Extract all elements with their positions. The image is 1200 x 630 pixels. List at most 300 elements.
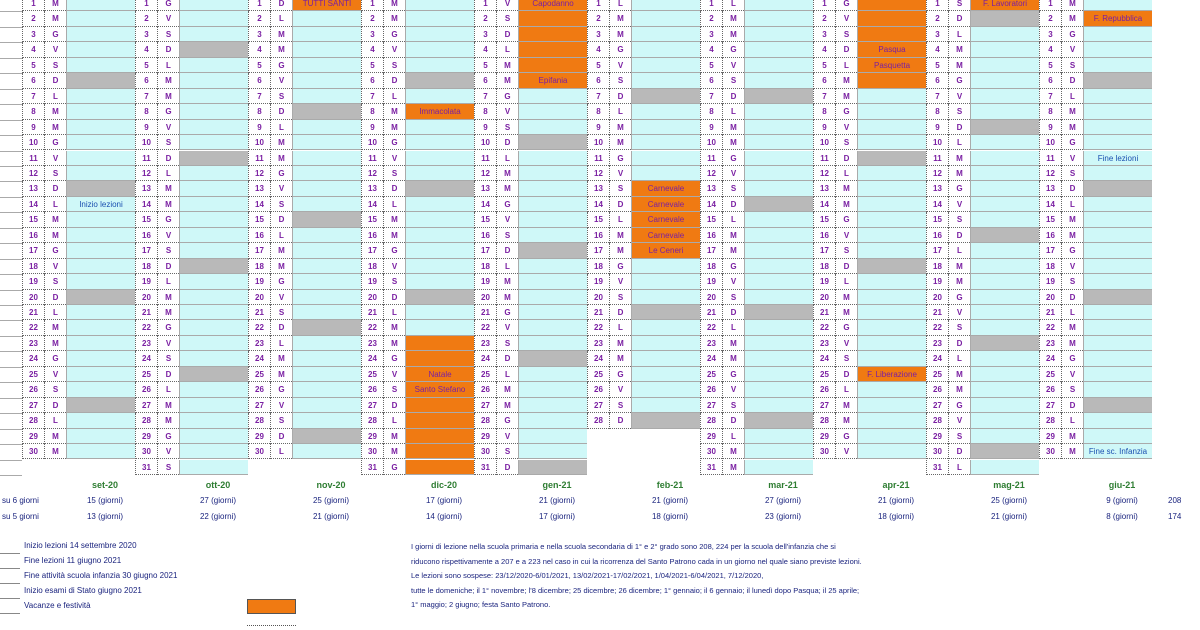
day-slot [518,259,587,274]
weekday-letter: G [722,259,744,274]
day-slot [405,320,474,335]
day-number: 29 [926,429,948,444]
weekday-letter: G [44,27,66,42]
day-number: 7 [813,89,835,104]
weekday-letter: D [1061,398,1083,413]
weekday-letter: G [270,274,292,289]
sunday-slot [857,151,926,166]
day-slot [970,135,1039,150]
weekday-letter: S [157,135,179,150]
day-number: 8 [361,104,383,119]
holiday-slot: Natale [405,367,474,382]
day-number: 31 [135,460,157,475]
day-slot [1083,104,1152,119]
sunday-slot [292,320,361,335]
day-slot [1083,0,1152,11]
weekday-letter: V [609,382,631,397]
sunday-slot [970,444,1039,459]
weekday-letter: D [948,120,970,135]
day-slot [744,243,813,258]
weekday-letter: S [835,135,857,150]
weekday-letter: G [44,243,66,258]
weekday-letter: L [1061,305,1083,320]
day-number: 7 [22,89,44,104]
day-number: 25 [248,367,270,382]
weekday-letter: G [1061,27,1083,42]
note-line-4: tutte le domeniche; il 1° novembre; l'8 dicembre; 25 dicembre; 26 dicembre; 1° gennaio; il 6 gennaio; il lunedì dopo Pasqua; il 25 aprile; [411,585,860,595]
day-slot [179,336,248,351]
grid-line [0,166,22,167]
day-slot [631,151,700,166]
day-number: 22 [926,320,948,335]
holiday-slot: F. Repubblica [1083,11,1152,26]
days-five: 18 (giorni) [877,512,914,521]
sunday-slot [405,73,474,88]
legend-item-holidays: Vacanze e festività [24,601,91,610]
day-number: 26 [926,382,948,397]
day-slot [179,197,248,212]
weekday-letter: V [1061,42,1083,57]
day-slot [1083,120,1152,135]
day-slot [292,243,361,258]
weekday-letter: G [609,151,631,166]
weekday-letter: S [157,27,179,42]
day-number: 3 [135,27,157,42]
closure-slot [857,27,926,42]
weekday-letter: S [270,305,292,320]
weekday-letter: M [722,228,744,243]
day-slot [405,212,474,227]
day-number: 8 [587,104,609,119]
weekday-letter: S [157,351,179,366]
weekday-letter: G [835,104,857,119]
day-number: 19 [361,274,383,289]
weekday-letter: M [270,135,292,150]
day-number: 7 [587,89,609,104]
day-slot [744,11,813,26]
day-number: 28 [926,413,948,428]
day-slot [631,27,700,42]
day-slot [405,166,474,181]
note-line-2: riducono rispettivamente a 207 e a 223 nel caso in cui la ricorrenza del Santo Patrono cada in un giorno nel quale siano previste lezioni. [411,556,862,566]
day-number: 6 [135,73,157,88]
day-number: 27 [926,398,948,413]
day-number: 26 [135,382,157,397]
sunday-slot [1083,181,1152,196]
day-number: 27 [700,398,722,413]
day-number: 15 [1039,212,1061,227]
day-slot [66,382,135,397]
weekday-letter: M [383,228,405,243]
day-slot [179,181,248,196]
day-slot [66,444,135,459]
day-number: 10 [1039,135,1061,150]
days-five: 21 (giorni) [990,512,1027,521]
day-number: 3 [700,27,722,42]
weekday-letter: L [1061,197,1083,212]
day-slot [857,290,926,305]
grid-line [0,42,22,43]
day-number: 20 [700,290,722,305]
day-slot [744,367,813,382]
day-number: 4 [926,42,948,57]
day-number: 24 [248,351,270,366]
day-slot [631,398,700,413]
day-slot [405,135,474,150]
day-number: 6 [587,73,609,88]
day-number: 7 [700,89,722,104]
weekday-letter: S [722,398,744,413]
closure-slot [405,413,474,428]
sunday-slot [744,305,813,320]
day-slot [857,274,926,289]
day-number: 10 [587,135,609,150]
day-slot [66,243,135,258]
days-six: 25 (giorni) [990,496,1027,505]
day-number: 13 [474,181,496,196]
weekday-letter: S [383,58,405,73]
day-number: 6 [926,73,948,88]
days-six: 21 (giorni) [651,496,688,505]
day-number: 1 [587,0,609,11]
day-slot [744,0,813,11]
day-slot [518,413,587,428]
weekday-letter: V [496,0,518,11]
sunday-slot [66,290,135,305]
day-number: 23 [813,336,835,351]
day-slot [970,274,1039,289]
day-number: 20 [813,290,835,305]
day-slot [292,367,361,382]
weekday-letter: S [383,274,405,289]
day-number: 5 [474,58,496,73]
weekday-letter: S [948,104,970,119]
day-slot [292,181,361,196]
closure-slot [405,398,474,413]
day-slot [744,73,813,88]
weekday-letter: S [496,336,518,351]
weekday-letter: L [44,413,66,428]
day-number: 13 [700,181,722,196]
day-slot [179,429,248,444]
day-number: 15 [135,212,157,227]
event-slot: Inizio lezioni [66,197,135,212]
weekday-letter: V [44,367,66,382]
day-number: 11 [22,151,44,166]
day-slot [179,27,248,42]
sunday-slot [518,351,587,366]
closure-slot [405,460,474,475]
weekday-letter: G [157,104,179,119]
weekday-letter: S [609,290,631,305]
weekday-letter: G [157,0,179,11]
sunday-slot [179,259,248,274]
sunday-slot [631,305,700,320]
closure-slot [518,27,587,42]
weekday-letter: M [157,290,179,305]
day-slot [292,290,361,305]
holiday-slot: Carnevale [631,228,700,243]
day-number: 17 [361,243,383,258]
day-slot [405,274,474,289]
weekday-letter: G [609,259,631,274]
day-slot [518,398,587,413]
weekday-letter: M [1061,212,1083,227]
day-number: 23 [700,336,722,351]
days-six: 27 (giorni) [199,496,236,505]
grid-line [0,181,22,182]
holiday-slot: Capodanno [518,0,587,11]
day-number: 15 [813,212,835,227]
day-number: 12 [22,166,44,181]
weekday-letter: G [270,166,292,181]
weekday-letter: V [722,274,744,289]
grid-line [0,274,22,275]
closure-slot [405,351,474,366]
day-number: 6 [361,73,383,88]
sunday-slot [970,228,1039,243]
month-label: mar-21 [768,480,798,490]
weekday-letter: L [270,228,292,243]
weekday-letter: D [383,73,405,88]
day-number: 24 [587,351,609,366]
weekday-letter: D [157,151,179,166]
weekday-letter: G [835,212,857,227]
weekday-letter: V [835,444,857,459]
day-number: 28 [1039,413,1061,428]
weekday-letter: G [948,73,970,88]
day-number: 28 [248,413,270,428]
day-slot [1083,305,1152,320]
day-slot [970,181,1039,196]
day-number: 10 [700,135,722,150]
day-slot [631,0,700,11]
days-six: 27 (giorni) [764,496,801,505]
day-number: 5 [135,58,157,73]
day-number: 20 [135,290,157,305]
day-slot [857,228,926,243]
weekday-letter: D [835,259,857,274]
day-number: 16 [813,228,835,243]
sunday-slot [66,181,135,196]
day-slot [518,197,587,212]
day-slot [631,274,700,289]
sunday-slot [1083,73,1152,88]
weekday-letter: G [496,305,518,320]
weekday-letter: M [496,73,518,88]
holiday-slot: Immacolata [405,104,474,119]
day-number: 17 [248,243,270,258]
day-slot [857,166,926,181]
day-number: 17 [1039,243,1061,258]
day-slot [66,89,135,104]
day-number: 4 [1039,42,1061,57]
day-number: 12 [587,166,609,181]
weekday-letter: G [496,89,518,104]
weekday-letter: L [270,444,292,459]
day-slot [179,243,248,258]
holiday-slot: Pasquetta [857,58,926,73]
weekday-letter: L [948,460,970,475]
weekday-letter: G [1061,351,1083,366]
day-number: 22 [361,320,383,335]
day-number: 27 [813,398,835,413]
day-number: 31 [700,460,722,475]
weekday-letter: L [609,212,631,227]
day-slot [179,135,248,150]
weekday-letter: S [835,351,857,366]
weekday-letter: S [609,398,631,413]
day-slot [292,398,361,413]
weekday-letter: V [270,181,292,196]
weekday-letter: M [270,151,292,166]
grid-line [0,367,22,368]
day-slot [1083,27,1152,42]
weekday-letter: G [609,42,631,57]
day-slot [518,367,587,382]
day-slot [66,135,135,150]
weekday-letter: M [157,413,179,428]
weekday-letter: L [270,11,292,26]
weekday-letter: G [609,367,631,382]
day-slot [631,104,700,119]
day-number: 21 [926,305,948,320]
day-number: 25 [135,367,157,382]
day-number: 9 [22,120,44,135]
weekday-letter: M [948,259,970,274]
day-slot [405,42,474,57]
day-number: 5 [587,58,609,73]
weekday-letter: S [948,429,970,444]
weekday-letter: D [835,367,857,382]
day-number: 6 [248,73,270,88]
day-slot [744,398,813,413]
day-number: 18 [926,259,948,274]
day-number: 8 [700,104,722,119]
holiday-slot: Pasqua [857,42,926,57]
weekday-letter: D [44,181,66,196]
weekday-letter: V [948,305,970,320]
day-slot [631,58,700,73]
weekday-letter: L [383,197,405,212]
weekday-letter: V [383,42,405,57]
day-number: 31 [361,460,383,475]
day-number: 30 [22,444,44,459]
weekday-letter: G [1061,135,1083,150]
day-number: 2 [926,11,948,26]
days-six: 9 (giorni) [1106,496,1138,505]
day-number: 23 [135,336,157,351]
weekday-letter: S [157,243,179,258]
weekday-letter: D [1061,181,1083,196]
weekday-letter: M [44,0,66,11]
weekday-letter: D [835,151,857,166]
day-number: 3 [22,27,44,42]
day-slot [970,259,1039,274]
weekday-letter: D [383,181,405,196]
day-number: 10 [474,135,496,150]
weekday-letter: G [722,151,744,166]
holiday-slot: Carnevale [631,181,700,196]
day-slot [292,166,361,181]
day-slot [1083,382,1152,397]
day-number: 18 [22,259,44,274]
weekday-letter: L [496,151,518,166]
day-slot [292,336,361,351]
day-slot [66,212,135,227]
day-number: 13 [135,181,157,196]
sunday-slot [631,413,700,428]
day-number: 11 [135,151,157,166]
day-number: 14 [700,197,722,212]
weekday-letter: M [609,336,631,351]
day-number: 18 [587,259,609,274]
weekday-letter: V [270,290,292,305]
day-slot [405,259,474,274]
day-slot [405,120,474,135]
closure-slot [405,429,474,444]
day-number: 12 [700,166,722,181]
day-slot [631,73,700,88]
day-number: 11 [474,151,496,166]
closure-slot [405,444,474,459]
day-slot [1083,58,1152,73]
weekday-letter: S [1061,274,1083,289]
event-slot: Fine sc. Infanzia [1083,444,1152,459]
legend-item-infanzia: Fine attività scuola infanzia 30 giugno 2021 [24,571,178,580]
day-slot [66,274,135,289]
day-number: 27 [22,398,44,413]
weekday-letter: M [609,351,631,366]
sunday-slot [292,104,361,119]
day-number: 9 [926,120,948,135]
day-slot [744,320,813,335]
weekday-letter: M [383,444,405,459]
day-number: 5 [813,58,835,73]
day-slot [66,120,135,135]
day-slot [631,320,700,335]
day-number: 8 [22,104,44,119]
weekday-letter: V [835,336,857,351]
day-slot [744,181,813,196]
day-slot [292,27,361,42]
day-number: 13 [22,181,44,196]
day-number: 14 [813,197,835,212]
weekday-letter: M [609,228,631,243]
weekday-letter: V [44,151,66,166]
day-number: 13 [248,181,270,196]
day-slot [66,336,135,351]
weekday-letter: L [1061,89,1083,104]
day-number: 2 [22,11,44,26]
day-slot [518,212,587,227]
weekday-letter: G [383,135,405,150]
weekday-letter: M [44,336,66,351]
weekday-letter: V [609,166,631,181]
grid-line [0,351,22,352]
day-number: 10 [926,135,948,150]
day-number: 29 [1039,429,1061,444]
weekday-letter: M [609,135,631,150]
month-label: set-20 [91,480,118,490]
day-number: 4 [587,42,609,57]
grid-line [0,305,22,306]
weekday-letter: D [383,398,405,413]
weekday-letter: G [948,290,970,305]
weekday-letter: V [948,413,970,428]
grid-line [0,89,22,90]
day-slot [179,398,248,413]
